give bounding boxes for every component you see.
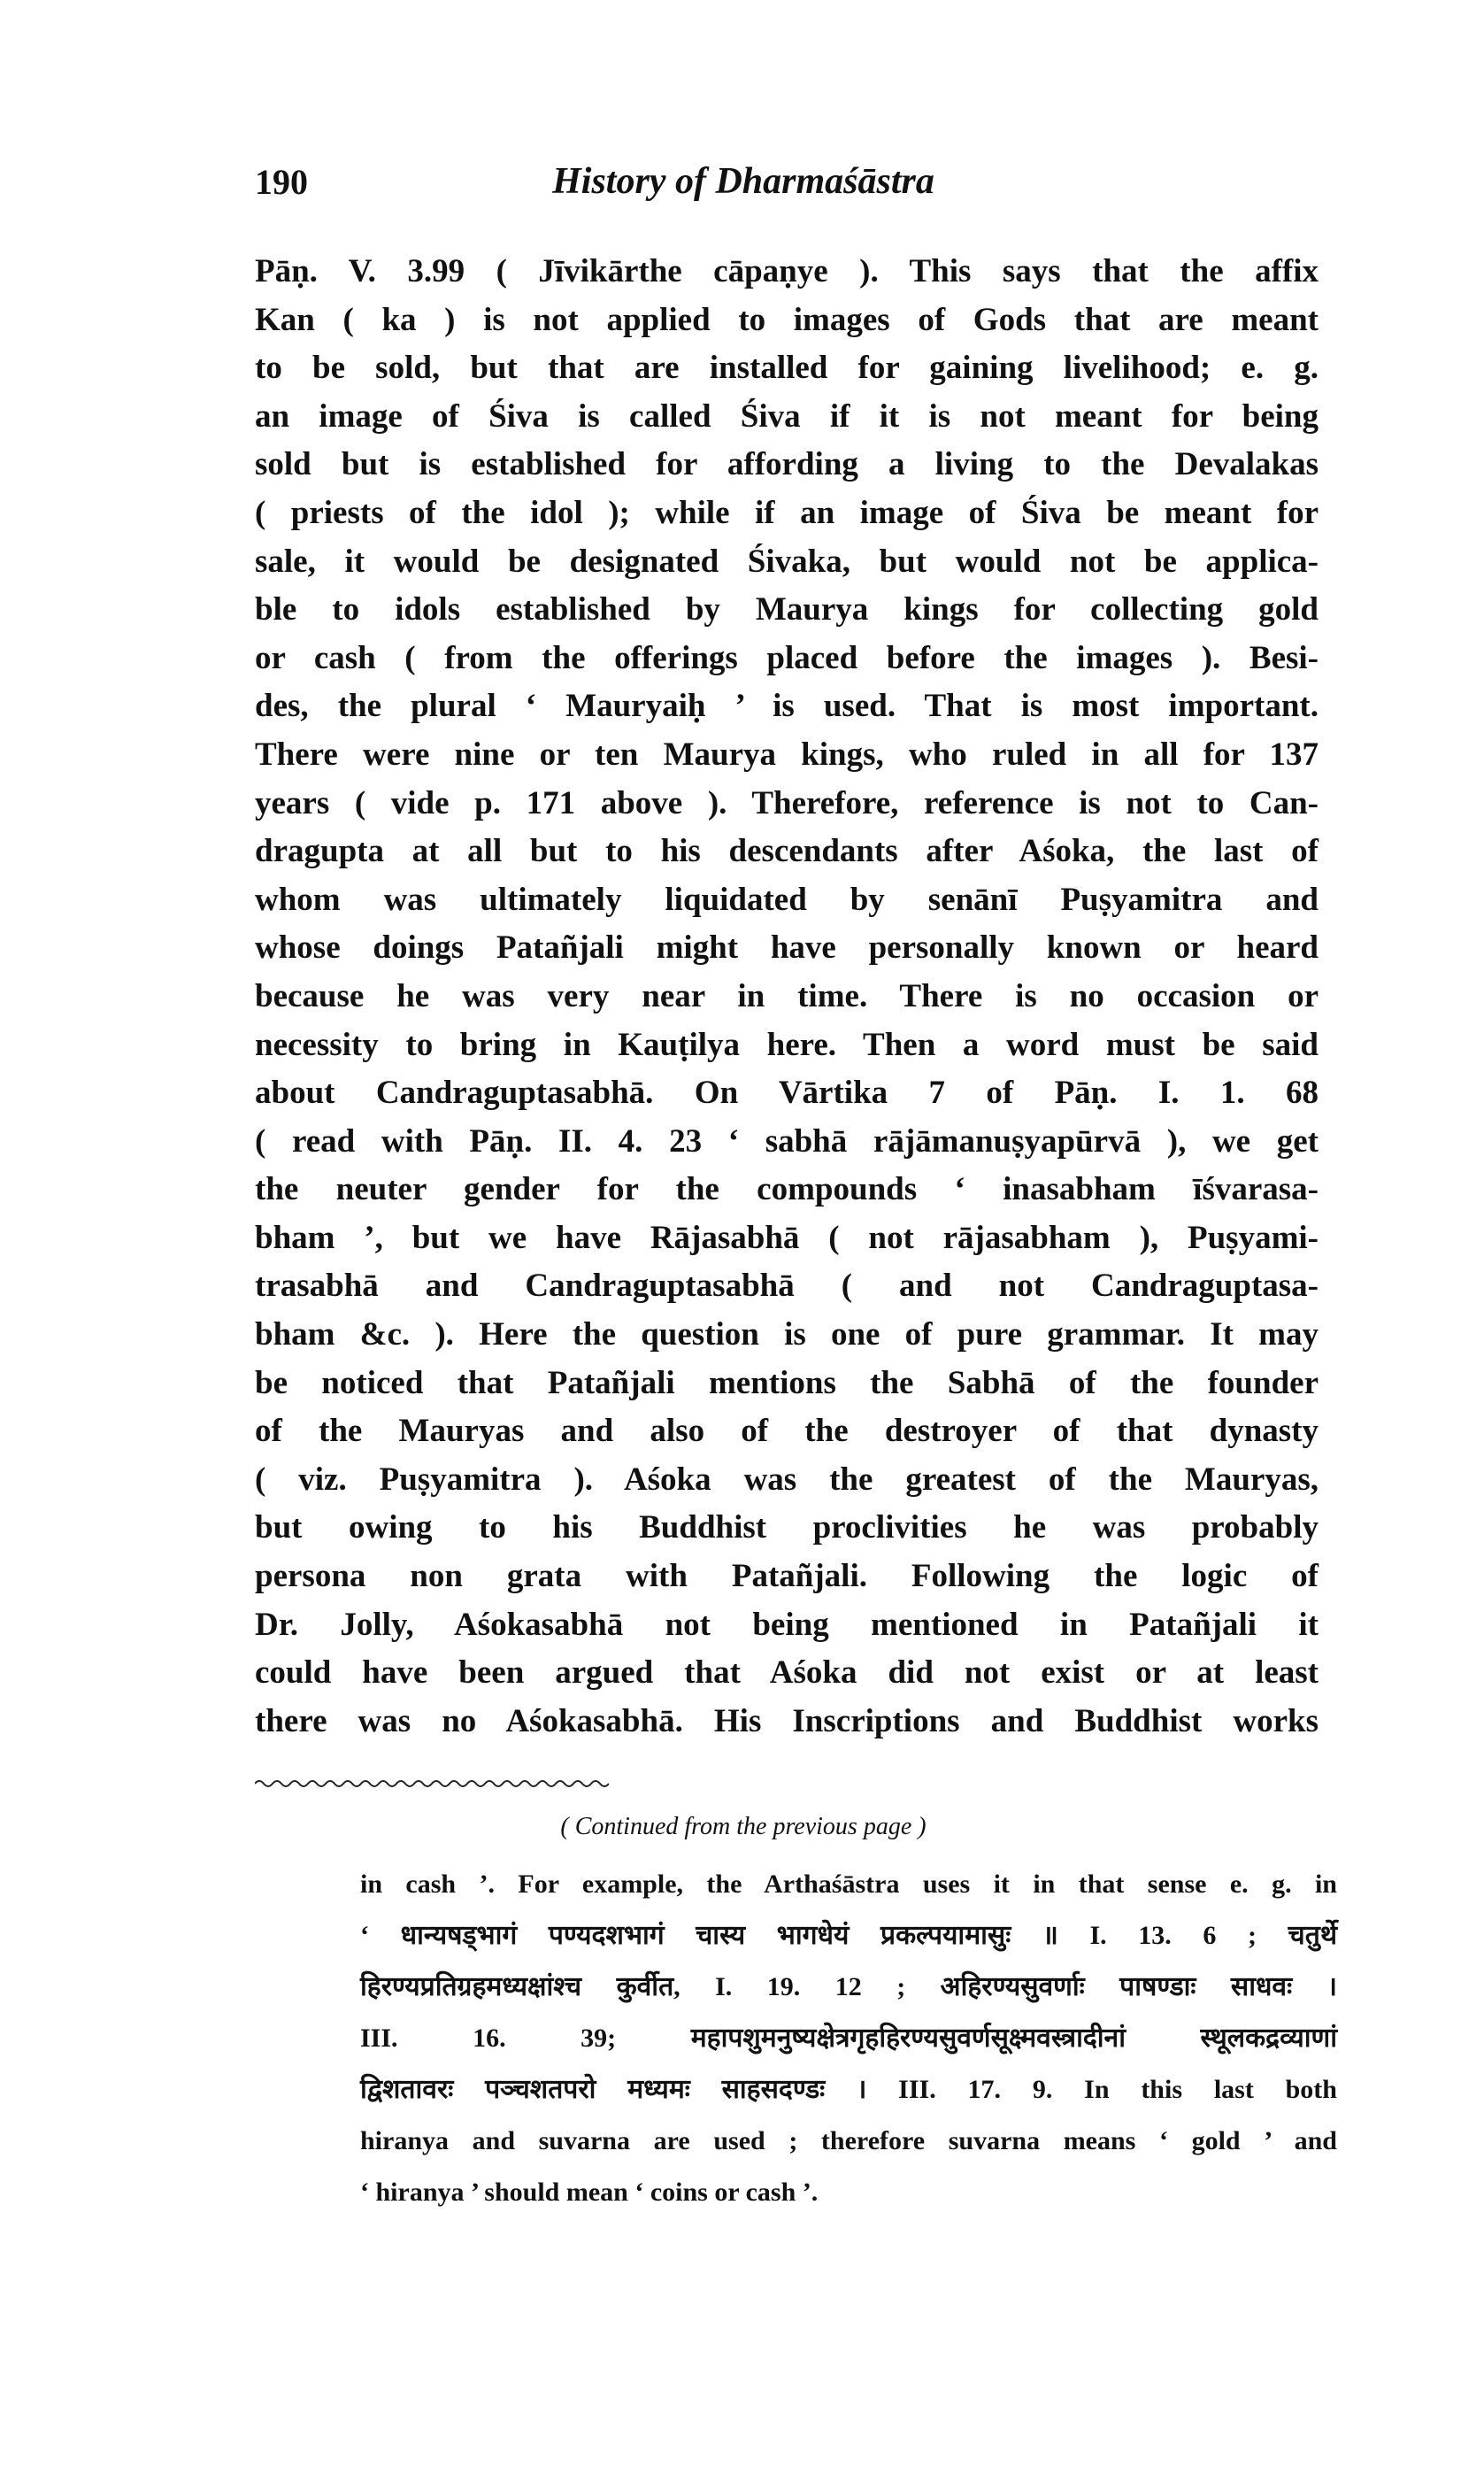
- body-line: ( read with Pāṇ. II. 4. 23 ‘ sabhā rājāmanuṣyapūrvā ), we get: [255, 1122, 1319, 1160]
- body-line: Kan ( ka ) is not applied to images of Gods that are meant: [255, 301, 1319, 338]
- footnote-line: ‘ धान्यषड्भागं पण्यदशभागं चास्य भागधेयं प्रकल्पयामासुः ॥ I. 13. 6 ; चतुर्थे: [360, 1921, 1337, 1950]
- body-line: There were nine or ten Maurya kings, who ruled in all for 137: [255, 736, 1319, 773]
- footnote-line: in cash ’. For example, the Arthaśāstra uses it in that sense e. g. in: [360, 1870, 1337, 1899]
- body-line: ( viz. Puṣyamitra ). Aśoka was the greatest of the Mauryas,: [255, 1461, 1319, 1498]
- body-line: ble to idols established by Maurya kings for collecting gold: [255, 591, 1319, 628]
- body-line: whose doings Patañjali might have personally known or heard: [255, 929, 1319, 967]
- body-line: des, the plural ‘ Mauryaiḥ ’ is used. That is most important.: [255, 688, 1319, 725]
- footnote-line: द्विशतावरः पञ्चशतपरो मध्यमः साहसदण्डः । III. 17. 9. In this last both: [360, 2075, 1337, 2104]
- body-line: be noticed that Patañjali mentions the Sabhā of the founder: [255, 1364, 1319, 1401]
- footnote-caption: ( Continued from the previous page ): [560, 1813, 927, 1840]
- body-line: because he was very near in time. There is no occasion or: [255, 977, 1319, 1014]
- footnote-line: हिरण्यप्रतिग्रहमध्यक्षांश्च कुर्वीत, I. 19. 12 ; अहिरण्यसुवर्णाः पाषण्डाः साधवः ।: [360, 1972, 1337, 2001]
- body-line: dragupta at all but to his descendants after Aśoka, the last of: [255, 833, 1319, 870]
- body-line: to be sold, but that are installed for gaining livelihood; e. g.: [255, 350, 1319, 387]
- body-line: sale, it would be designated Śivaka, but would not be applica-: [255, 543, 1319, 580]
- body-line: but owing to his Buddhist proclivities he was probably: [255, 1509, 1319, 1546]
- body-line: persona non grata with Patañjali. Following the logic of: [255, 1558, 1319, 1595]
- body-line: Dr. Jolly, Aśokasabhā not being mentioned in Patañjali it: [255, 1606, 1319, 1643]
- wavy-separator: [255, 1777, 609, 1790]
- footnote-line: hiranya and suvarna are used ; therefore suvarna means ‘ gold ’ and: [360, 2126, 1337, 2155]
- footnote-line: ‘ hiranya ’ should mean ‘ coins or cash ’.: [360, 2178, 819, 2207]
- body-line: trasabhā and Candraguptasabhā ( and not Candraguptasa-: [255, 1268, 1319, 1305]
- body-line: whom was ultimately liquidated by senānī Puṣyamitra and: [255, 881, 1319, 918]
- body-line: bham ’, but we have Rājasabhā ( not rājasabham ), Puṣyami-: [255, 1219, 1319, 1256]
- body-line: there was no Aśokasabhā. His Inscriptions and Buddhist works: [255, 1702, 1319, 1739]
- body-line: necessity to bring in Kauṭilya here. Then a word must be said: [255, 1026, 1319, 1063]
- running-title: History of Dharmaśāstra: [552, 161, 934, 202]
- body-line: bham &c. ). Here the question is one of pure grammar. It may: [255, 1316, 1319, 1353]
- body-line: of the Mauryas and also of the destroyer of that dynasty: [255, 1413, 1319, 1450]
- body-line: about Candraguptasabhā. On Vārtika 7 of Pāṇ. I. 1. 68: [255, 1075, 1319, 1112]
- body-line: an image of Śiva is called Śiva if it is not meant for being: [255, 397, 1319, 435]
- body-line: or cash ( from the offerings placed before the images ). Besi-: [255, 639, 1319, 676]
- body-line: years ( vide p. 171 above ). Therefore, reference is not to Can-: [255, 784, 1319, 821]
- body-line: sold but is established for affording a living to the Devalakas: [255, 446, 1319, 483]
- page-number: 190: [255, 162, 308, 202]
- body-line: could have been argued that Aśoka did not exist or at least: [255, 1654, 1319, 1692]
- footnote: [360, 1859, 1337, 2218]
- footnote-line: III. 16. 39; महापशुमनुष्यक्षेत्रगृहहिरण्यसुवर्णसूक्ष्मवस्त्रादीनां स्थूलकद्रव्याणां: [360, 2024, 1337, 2053]
- body-text: [255, 248, 1319, 1746]
- body-line: ( priests of the idol ); while if an image of Śiva be meant for: [255, 494, 1319, 531]
- body-line: Pāṇ. V. 3.99 ( Jīvikārthe cāpaṇye ). This says that the affix: [255, 253, 1319, 289]
- body-line: the neuter gender for the compounds ‘ inasabham īśvarasa-: [255, 1171, 1319, 1208]
